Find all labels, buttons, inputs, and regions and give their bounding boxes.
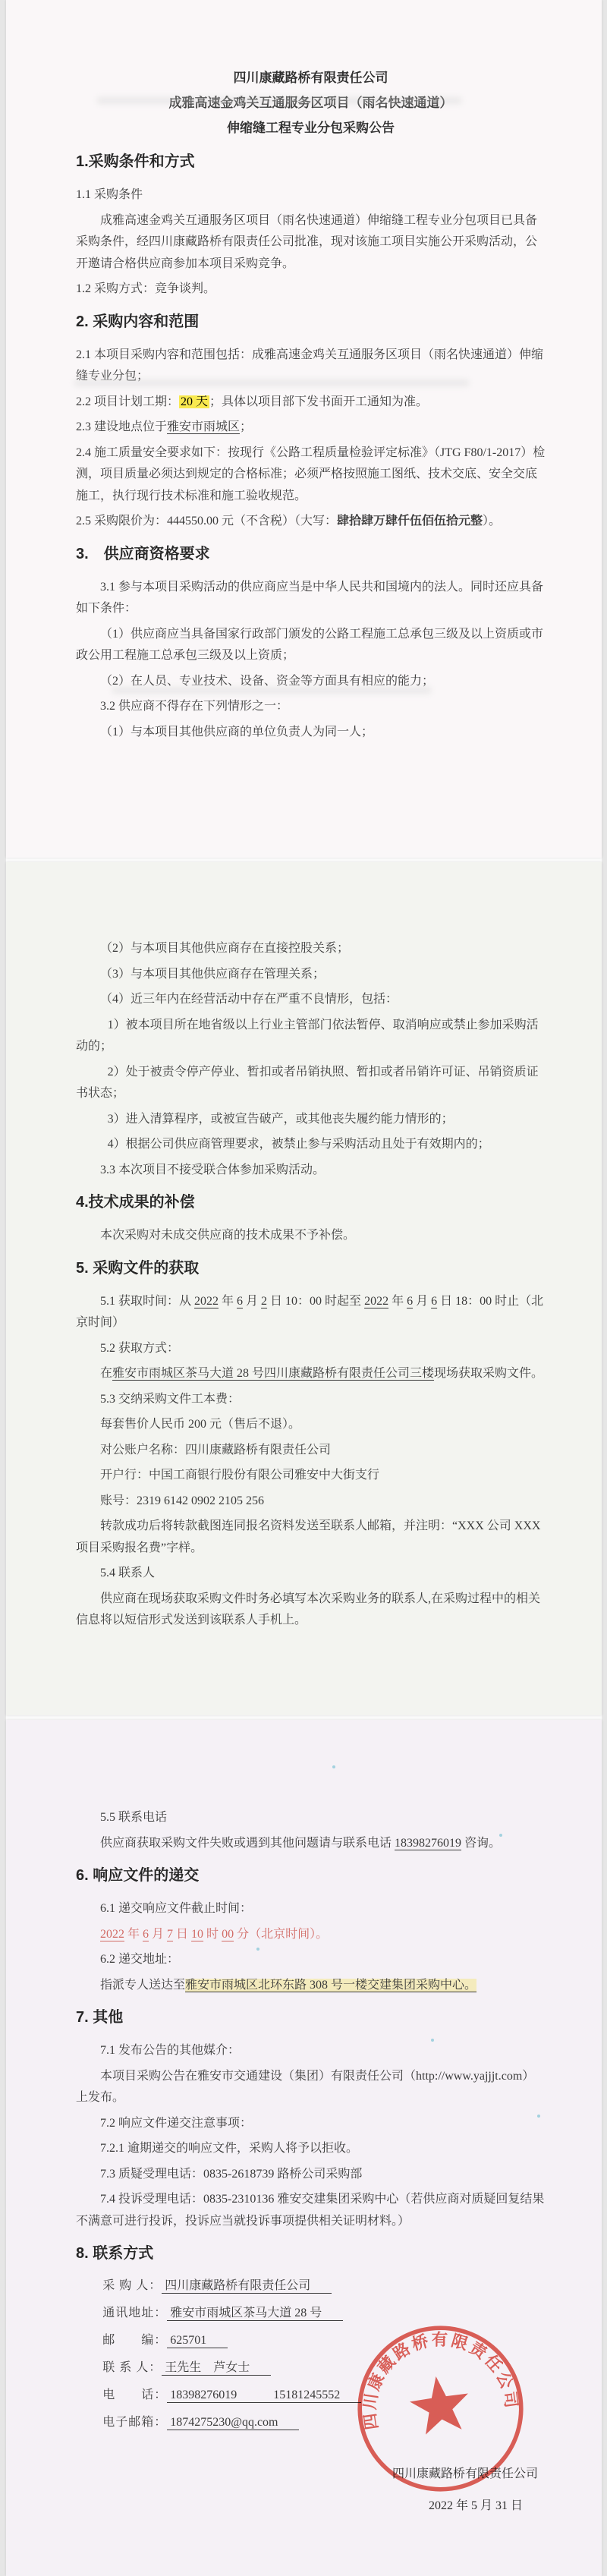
clause-5-3: 5.3 交纳采购文件工本费： bbox=[100, 1392, 241, 1406]
underlined-obtain-address: 雅安市雨城区茶马大道 28 号四川康藏路桥有限责任公司三楼 bbox=[112, 1367, 435, 1380]
clause-1-1: 1.1 采购条件 bbox=[76, 188, 143, 201]
clause-2-3-suffix: ； bbox=[240, 420, 253, 433]
heading-section-2: 2. 采购内容和范围 bbox=[76, 313, 200, 330]
document-page-2 bbox=[6, 862, 602, 1715]
deadline-text: 年 bbox=[124, 1927, 143, 1941]
clause-2-1: 2.1 本项目采购内容和范围包括：成雅高速金鸡关互通服务区项目（雨名快速通道）伸缩缝专业分包； bbox=[76, 348, 544, 383]
deadline-year: 2022 bbox=[100, 1927, 124, 1941]
document-page-3 bbox=[6, 1720, 602, 2576]
obtain-time-text: 年 bbox=[388, 1294, 407, 1308]
heading-section-3: 3. 供应商资格要求 bbox=[76, 545, 210, 562]
clause-5-5: 5.5 联系电话 bbox=[100, 1811, 168, 1824]
obtain-start-year: 2022 bbox=[194, 1294, 219, 1308]
clause-5-2: 5.2 获取方式： bbox=[100, 1341, 180, 1355]
clause-2-2 bbox=[76, 392, 546, 414]
star-icon bbox=[407, 2373, 473, 2436]
underlined-contact-phone: 18398276019 bbox=[395, 1836, 462, 1850]
obtain-time-text: 月 bbox=[413, 1294, 432, 1308]
signature-company: 四川康藏路桥有限责任公司 bbox=[392, 2467, 538, 2480]
obtain-time-text: 日 18：00 时止（北京时间） bbox=[76, 1294, 544, 1329]
contact-label: 通讯地址： bbox=[102, 2307, 168, 2319]
scan-speck bbox=[537, 2115, 540, 2118]
clause-6-2-paragraph bbox=[76, 1975, 546, 1997]
clause-3-1-item-1: （1）供应商应当具备国家行政部门颁发的公路工程施工总承包三级及以上资质或市政公用工程施工总承包三级及以上资质； bbox=[76, 627, 544, 662]
contact-row-purchaser bbox=[76, 2276, 546, 2296]
clause-6-1: 6.1 递交响应文件截止时间： bbox=[100, 1902, 253, 1915]
deadline-hour: 10 bbox=[191, 1927, 204, 1941]
clause-7-2-1: 7.2.1 逾期递交的响应文件，采购人将予以拒收。 bbox=[100, 2142, 359, 2155]
clause-5-2-paragraph bbox=[76, 1363, 546, 1385]
clause-7-3: 7.3 质疑受理电话：0835-2618739 路桥公司采购部 bbox=[100, 2167, 363, 2181]
clause-2-5-suffix: ）。 bbox=[483, 515, 502, 527]
clause-3-2-item-3: （3）与本项目其他供应商存在管理关系； bbox=[100, 967, 326, 981]
document-fee: 每套售价人民币 200 元（售后不退）。 bbox=[100, 1418, 301, 1431]
deadline-text: 月 bbox=[149, 1927, 168, 1941]
delivery-prefix: 指派专人送达至 bbox=[100, 1978, 186, 1992]
obtain-end-month: 6 bbox=[407, 1294, 414, 1308]
clause-3-2-item-1: （1）与本项目其他供应商的单位负责人为同一人； bbox=[100, 725, 374, 738]
scan-speck bbox=[332, 1765, 335, 1768]
deadline-text: 分（北京时间）。 bbox=[234, 1927, 329, 1941]
clause-2-5 bbox=[76, 511, 546, 533]
contact-value: 1874275230@qq.com bbox=[167, 2416, 299, 2430]
clause-3-1: 3.1 参与本项目采购活动的供应商应当是中华人民共和国境内的法人。同时还应具备如下条件： bbox=[76, 580, 544, 615]
contact-label: 电 话： bbox=[102, 2389, 168, 2401]
transfer-note: 转款成功后将转款截图连同报名资料发送至联系人邮箱，并注明：“XXX 公司 XXX 项目采购报名费”字样。 bbox=[76, 1519, 541, 1554]
clause-3-2-item-4-sub-2: 2）处于被责令停产停业、暂扣或者吊销执照、暂扣或者吊销许可证、吊销资质证书状态； bbox=[76, 1065, 539, 1100]
bleedthrough-artifact bbox=[97, 97, 461, 104]
obtain-end-day: 6 bbox=[431, 1294, 438, 1308]
clause-7-2: 7.2 响应文件递交注意事项： bbox=[100, 2116, 253, 2130]
heading-section-8: 8. 联系方式 bbox=[76, 2245, 154, 2262]
obtain-time-text: 日 10：00 时起至 bbox=[267, 1294, 365, 1308]
clause-3-1-item-2: （2）在人员、专业技术、设备、资金等方面具有相应的能力； bbox=[100, 674, 435, 688]
clause-3-3: 3.3 本次项目不接受联合体参加采购活动。 bbox=[100, 1163, 326, 1176]
bleedthrough-artifact bbox=[74, 379, 469, 386]
heading-section-1: 1.采购条件和方式 bbox=[76, 153, 195, 170]
clause-5-4: 5.4 联系人 bbox=[100, 1567, 156, 1579]
obtain-start-day: 2 bbox=[261, 1294, 268, 1308]
deadline-text: 时 bbox=[203, 1927, 222, 1941]
scan-speck bbox=[256, 1948, 259, 1951]
bank-account-number: 账号：2319 6142 0902 2105 256 bbox=[100, 1494, 265, 1507]
document-page-1 bbox=[6, 0, 602, 858]
clause-3-2-item-4: （4）近三年内在经营活动中存在严重不良情形，包括： bbox=[100, 993, 398, 1006]
contact-value: 雅安市雨城区茶马大道 28 号 bbox=[167, 2307, 343, 2321]
signature-date: 2022 年 5 月 31 日 bbox=[428, 2499, 523, 2512]
clause-3-2: 3.2 供应商不得存在下列情形之一： bbox=[100, 700, 289, 713]
scan-speck bbox=[499, 1834, 502, 1837]
clause-2-4: 2.4 施工质量安全要求如下：按现行《公路工程质量检验评定标准》（JTG F80/1-2017）检测，项目质量必须达到规定的合格标准；必须严格按照施工图纸、技术交底、安全交底施工，执行现行技术标准和施工验收规范。 bbox=[76, 446, 546, 502]
contact-value: 625701 bbox=[167, 2334, 228, 2348]
stamp-ring-text: 四川康藏路桥有限责任公司 bbox=[360, 2330, 521, 2431]
bleedthrough-artifact bbox=[112, 687, 431, 694]
clause-1-2: 1.2 采购方式：竞争谈判。 bbox=[76, 282, 216, 295]
deadline-month: 6 bbox=[143, 1927, 149, 1941]
contact-label: 电子邮箱： bbox=[102, 2416, 168, 2429]
clause-6-2: 6.2 递交地址： bbox=[100, 1953, 180, 1966]
clause-7-1-paragraph: 本项目采购公告在雅安市交通建设（集团）有限责任公司（http://www.yajjjt.com）上发布。 bbox=[76, 2069, 535, 2104]
clause-3-2-item-4-sub-3: 3）进入清算程序，或被宣告破产，或其他丧失履约能力情形的； bbox=[107, 1112, 454, 1126]
doc-title-line-2: 成雅高速金鸡关互通服务区项目（雨名快速通道） bbox=[168, 96, 453, 110]
doc-title-line-3: 伸缩缝工程专业分包采购公告 bbox=[227, 121, 395, 135]
clause-5-1 bbox=[76, 1291, 546, 1334]
clause-1-1-paragraph: 成雅高速金鸡关互通服务区项目（雨名快速通道）伸缩缝工程专业分包项目已具备采购条件，经四川康藏路桥有限责任公司批准，现对该施工项目实施公开采购活动，公开邀请合格供应商参加本项目采购竞争。 bbox=[76, 213, 538, 270]
contact-phone-prefix: 供应商获取采购文件失败或遇到其他问题请与联系电话 bbox=[100, 1836, 395, 1850]
heading-section-6: 6. 响应文件的递交 bbox=[76, 1867, 200, 1884]
clause-3-2-item-2: （2）与本项目其他供应商存在直接控股关系； bbox=[100, 942, 350, 955]
deadline-minute: 00 bbox=[222, 1927, 234, 1941]
contact-phone-suffix: 咨询。 bbox=[461, 1836, 502, 1850]
obtain-time-text: 年 bbox=[219, 1294, 237, 1308]
contact-value: 四川康藏路桥有限责任公司 bbox=[162, 2279, 332, 2294]
clause-5-5-paragraph bbox=[76, 1833, 546, 1855]
clause-2-2-suffix: ；具体以项目部下发书面开工通知为准。 bbox=[209, 395, 429, 408]
deadline-day: 7 bbox=[167, 1927, 174, 1941]
obtain-place-prefix: 在 bbox=[100, 1367, 113, 1380]
price-in-words: 肆拾肆万肆仟伍佰伍拾元整 bbox=[337, 515, 483, 527]
obtain-place-suffix: 现场获取采购文件。 bbox=[434, 1367, 544, 1380]
clause-7-1: 7.1 发布公告的其他媒介： bbox=[100, 2044, 241, 2057]
contact-value: 王先生 芦女士 bbox=[162, 2361, 271, 2376]
obtain-time-text: 5.1 获取时间：从 bbox=[100, 1294, 195, 1308]
contact-value: 18398276019 15181245552 bbox=[167, 2389, 361, 2403]
clause-5-4-paragraph: 供应商在现场获取采购文件时务必填写本次采购业务的联系人,在采购过程中的相关信息将以短信形式发送到该联系人手机上。 bbox=[76, 1592, 541, 1627]
doc-title-line-1: 四川康藏路桥有限责任公司 bbox=[233, 71, 388, 85]
clause-2-5-prefix: 2.5 采购限价为：444550.00 元（不含税）（大写： bbox=[76, 515, 338, 527]
clause-3-2-item-4-sub-1: 1）被本项目所在地省级以上行业主管部门依法暂停、取消响应或禁止参加采购活动的； bbox=[76, 1018, 539, 1053]
submission-deadline bbox=[76, 1924, 546, 1946]
obtain-time-text: 月 bbox=[243, 1294, 262, 1308]
bank-account-name: 对公账户名称：四川康藏路桥有限责任公司 bbox=[100, 1443, 332, 1456]
deadline-text: 日 bbox=[173, 1927, 192, 1941]
clause-2-3-prefix: 2.3 建设地点位于 bbox=[76, 420, 168, 433]
heading-section-4: 4.技术成果的补偿 bbox=[76, 1194, 195, 1211]
clause-4-paragraph: 本次采购对未成交供应商的技术成果不予补偿。 bbox=[100, 1229, 356, 1242]
clause-3-2-item-4-sub-4: 4）根据公司供应商管理要求，被禁止参与采购活动且处于有效期内的； bbox=[107, 1138, 490, 1151]
heading-section-5: 5. 采购文件的获取 bbox=[76, 1259, 200, 1277]
company-seal-stamp bbox=[340, 2308, 541, 2509]
heading-section-7: 7. 其他 bbox=[76, 2009, 124, 2026]
clause-7-4: 7.4 投诉受理电话：0835-2310136 雅安交建集团采购中心（若供应商对质疑回复结果不满意可进行投诉，投诉应当就投诉事项提供相关证明材料。） bbox=[76, 2193, 545, 2228]
scan-speck bbox=[431, 2039, 434, 2042]
underlined-delivery-address: 雅安市雨城区北环东路 308 号一楼交建集团采购中心。 bbox=[185, 1978, 477, 1992]
underlined-location: 雅安市雨城区 bbox=[167, 420, 241, 433]
clause-2-3 bbox=[76, 417, 546, 439]
obtain-end-year: 2022 bbox=[364, 1294, 389, 1308]
contact-label: 采 购 人： bbox=[102, 2279, 162, 2292]
contact-label: 邮 编： bbox=[102, 2334, 168, 2347]
highlighted-duration: 20 天 bbox=[181, 395, 209, 408]
contact-label: 联 系 人： bbox=[102, 2361, 162, 2374]
bank-name: 开户行：中国工商银行股份有限公司雅安中大街支行 bbox=[100, 1469, 380, 1482]
clause-2-2-prefix: 2.2 项目计划工期： bbox=[76, 395, 180, 408]
obtain-start-month: 6 bbox=[237, 1294, 244, 1308]
